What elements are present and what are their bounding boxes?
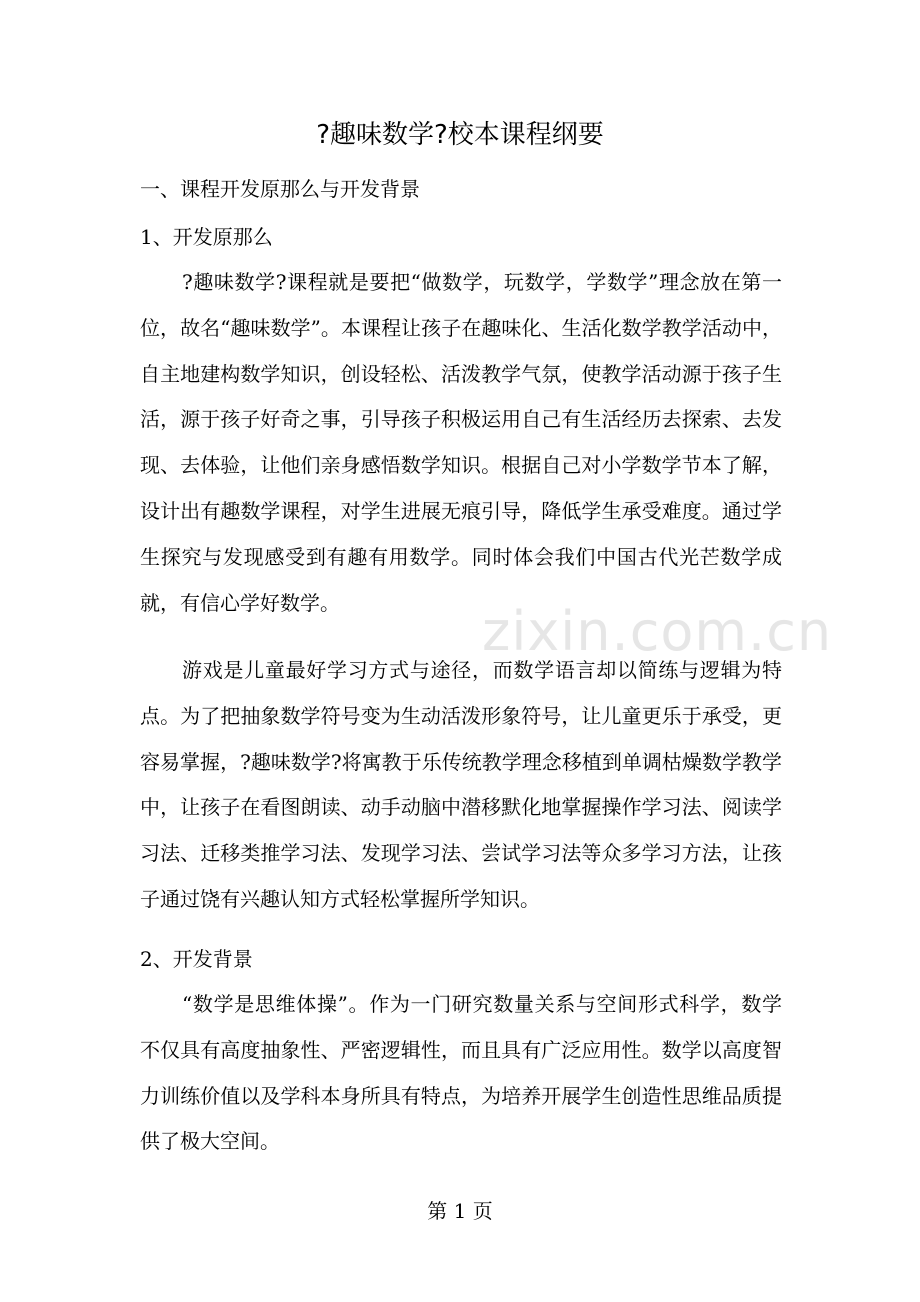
page-number-footer: 第 1 页 xyxy=(427,1199,493,1223)
subsection-heading-1: 1、开发原那么 xyxy=(140,225,273,249)
document-title: ?趣味数学?校本课程纲要 xyxy=(316,120,604,150)
paragraph-background: “数学是思维体操”。作为一门研究数量关系与空间形式科学，数学不仅具有高度抽象性、严密逻辑性，而且具有广泛应用性。数学以高度智力训练价值以及学科本身所具有特点，为培养开展学生创造性思维品质提供了极大空间。 xyxy=(140,992,782,1154)
paragraph-games: 游戏是儿童最好学习方式与途径，而数学语言却以简练与逻辑为特点。为了把抽象数学符号变为生动活泼形象符号，让儿童更乐于承受，更容易掌握，?趣味数学?将寓教于乐传统教学理念移植到单调枯燥数学教学中，让孩子在看图朗读、动手动脑中潜移默化地掌握操作学习法、阅读学习法、迁移类推学习法、发现学习法、尝试学习法等众多学习方法，让孩子通过饶有兴趣认知方式轻松掌握所学知识。 xyxy=(140,658,782,911)
section-heading-1: 一、课程开发原那么与开发背景 xyxy=(140,177,420,201)
watermark: zixin.com.cn xyxy=(482,600,833,663)
paragraph-principles: ?趣味数学?课程就是要把“做数学，玩数学，学数学”理念放在第一位，故名“趣味数学”。本课程让孩子在趣味化、生活化数学教学活动中，自主地建构数学知识，创设轻松、活泼教学气氛，使教学活动源于孩子生活，源于孩子好奇之事，引导孩子积极运用自己有生活经历去探索、去发现、去体验，让他们亲身感悟数学知识。根据自己对小学数学节本了解，设计出有趣数学课程，对学生进展无痕引导，降低学生承受难度。通过学生探究与发现感受到有趣有用数学。同时体会我们中国古代光芒数学成就，有信心学好数学。 xyxy=(140,270,782,615)
subsection-heading-2: 2、开发背景 xyxy=(140,947,253,971)
